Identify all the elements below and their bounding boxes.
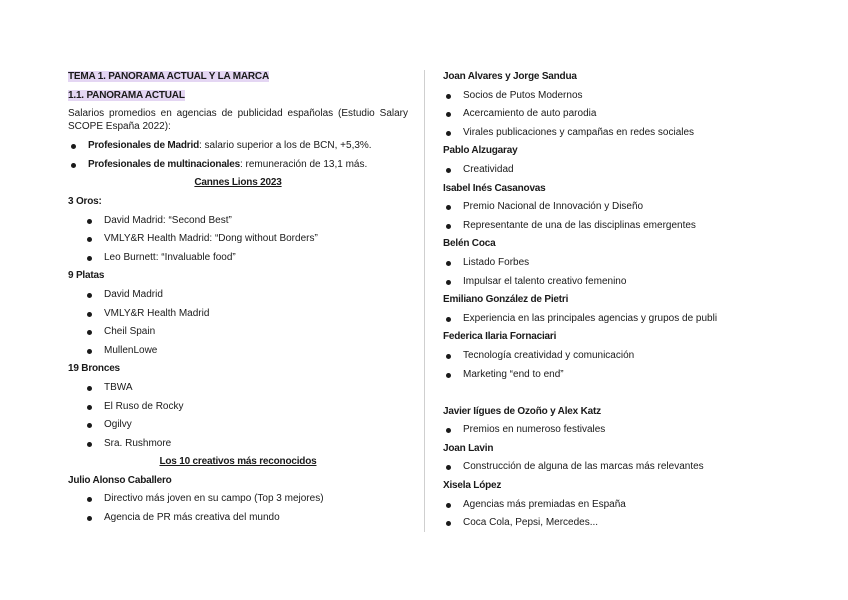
list-item: MullenLowe [68, 342, 408, 361]
list-item: VMLY&R Health Madrid: “Dong without Borders” [68, 230, 408, 249]
list-item: Coca Cola, Pepsi, Mercedes... [443, 514, 773, 533]
person-name: Federica Ilaria Fornaciari [443, 331, 557, 343]
list-item: Virales publicaciones y campañas en redes sociales [443, 124, 773, 143]
section-subtitle: 1.1. PANORAMA ACTUAL [68, 89, 185, 101]
person-name: Joan Alvares y Jorge Sandua [443, 71, 577, 82]
right-column [443, 68, 773, 533]
doc-title: TEMA 1. PANORAMA ACTUAL Y LA MARCA [68, 71, 269, 82]
person-name: Xisela López [443, 480, 502, 492]
person-name: Javier Iígues de Ozoño y Alex Katz [443, 405, 601, 417]
person-name: Joan Lavin [443, 442, 494, 454]
bronces-label: 19 Bronces [68, 363, 120, 375]
list-item: El Ruso de Rocky [68, 398, 408, 417]
left-column [68, 68, 408, 528]
person-name: Isabel Inés Casanovas [443, 182, 546, 194]
person-name: Pablo Alzugaray [443, 145, 518, 157]
list-item: Directivo más joven en su campo (Top 3 mejores) [68, 490, 408, 509]
list-item: VMLY&R Health Madrid [68, 305, 408, 324]
list-item: Profesionales de multinacionales: remuneración de 13,1 más. [68, 156, 408, 175]
list-item: Tecnología creatividad y comunicación [443, 347, 773, 366]
list-item: Premio Nacional de Innovación y Diseño [443, 198, 773, 217]
list-item: Sra. Rushmore [68, 435, 408, 454]
list-item: Marketing “end to end” [443, 366, 773, 385]
list-item: Acercamiento de auto parodia [443, 105, 773, 124]
list-item: Construcción de alguna de las marcas más relevantes [443, 458, 773, 477]
platas-label: 9 Platas [68, 270, 105, 282]
oros-label: 3 Oros: [68, 195, 102, 207]
list-item: Listado Forbes [443, 254, 773, 273]
blank-line [443, 384, 773, 403]
list-item: Creatividad [443, 161, 773, 180]
list-item: Cheil Spain [68, 323, 408, 342]
list-item: Agencias más premiadas en España [443, 496, 773, 515]
intro-paragraph: Salarios promedios en agencias de publicidad españolas (Estudio Salary SCOPE España 2022): [68, 108, 408, 133]
list-item: Socios de Putos Modernos [443, 87, 773, 106]
list-item: Representante de una de las disciplinas emergentes [443, 217, 773, 236]
person-name: Emiliano González de Pietri [443, 294, 569, 306]
creativos-heading: Los 10 creativos más reconocidos [159, 456, 317, 468]
list-item: TBWA [68, 379, 408, 398]
list-item: David Madrid [68, 286, 408, 305]
list-item: Ogilvy [68, 416, 408, 435]
cannes-heading: Cannes Lions 2023 [194, 177, 282, 189]
column-divider [424, 70, 425, 532]
list-item: Profesionales de Madrid: salario superior a los de BCN, +5,3%. [68, 137, 408, 156]
list-item: David Madrid: “Second Best” [68, 212, 408, 231]
list-item: Impulsar el talento creativo femenino [443, 273, 773, 292]
list-item: Experiencia en las principales agencias y grupos de publi [443, 310, 773, 329]
person-name: Julio Alonso Caballero [68, 474, 172, 486]
list-item: Premios en numeroso festivales [443, 421, 773, 440]
list-item: Leo Burnett: “Invaluable food” [68, 249, 408, 268]
list-item: Agencia de PR más creativa del mundo [68, 509, 408, 528]
person-name: Belén Coca [443, 238, 496, 250]
